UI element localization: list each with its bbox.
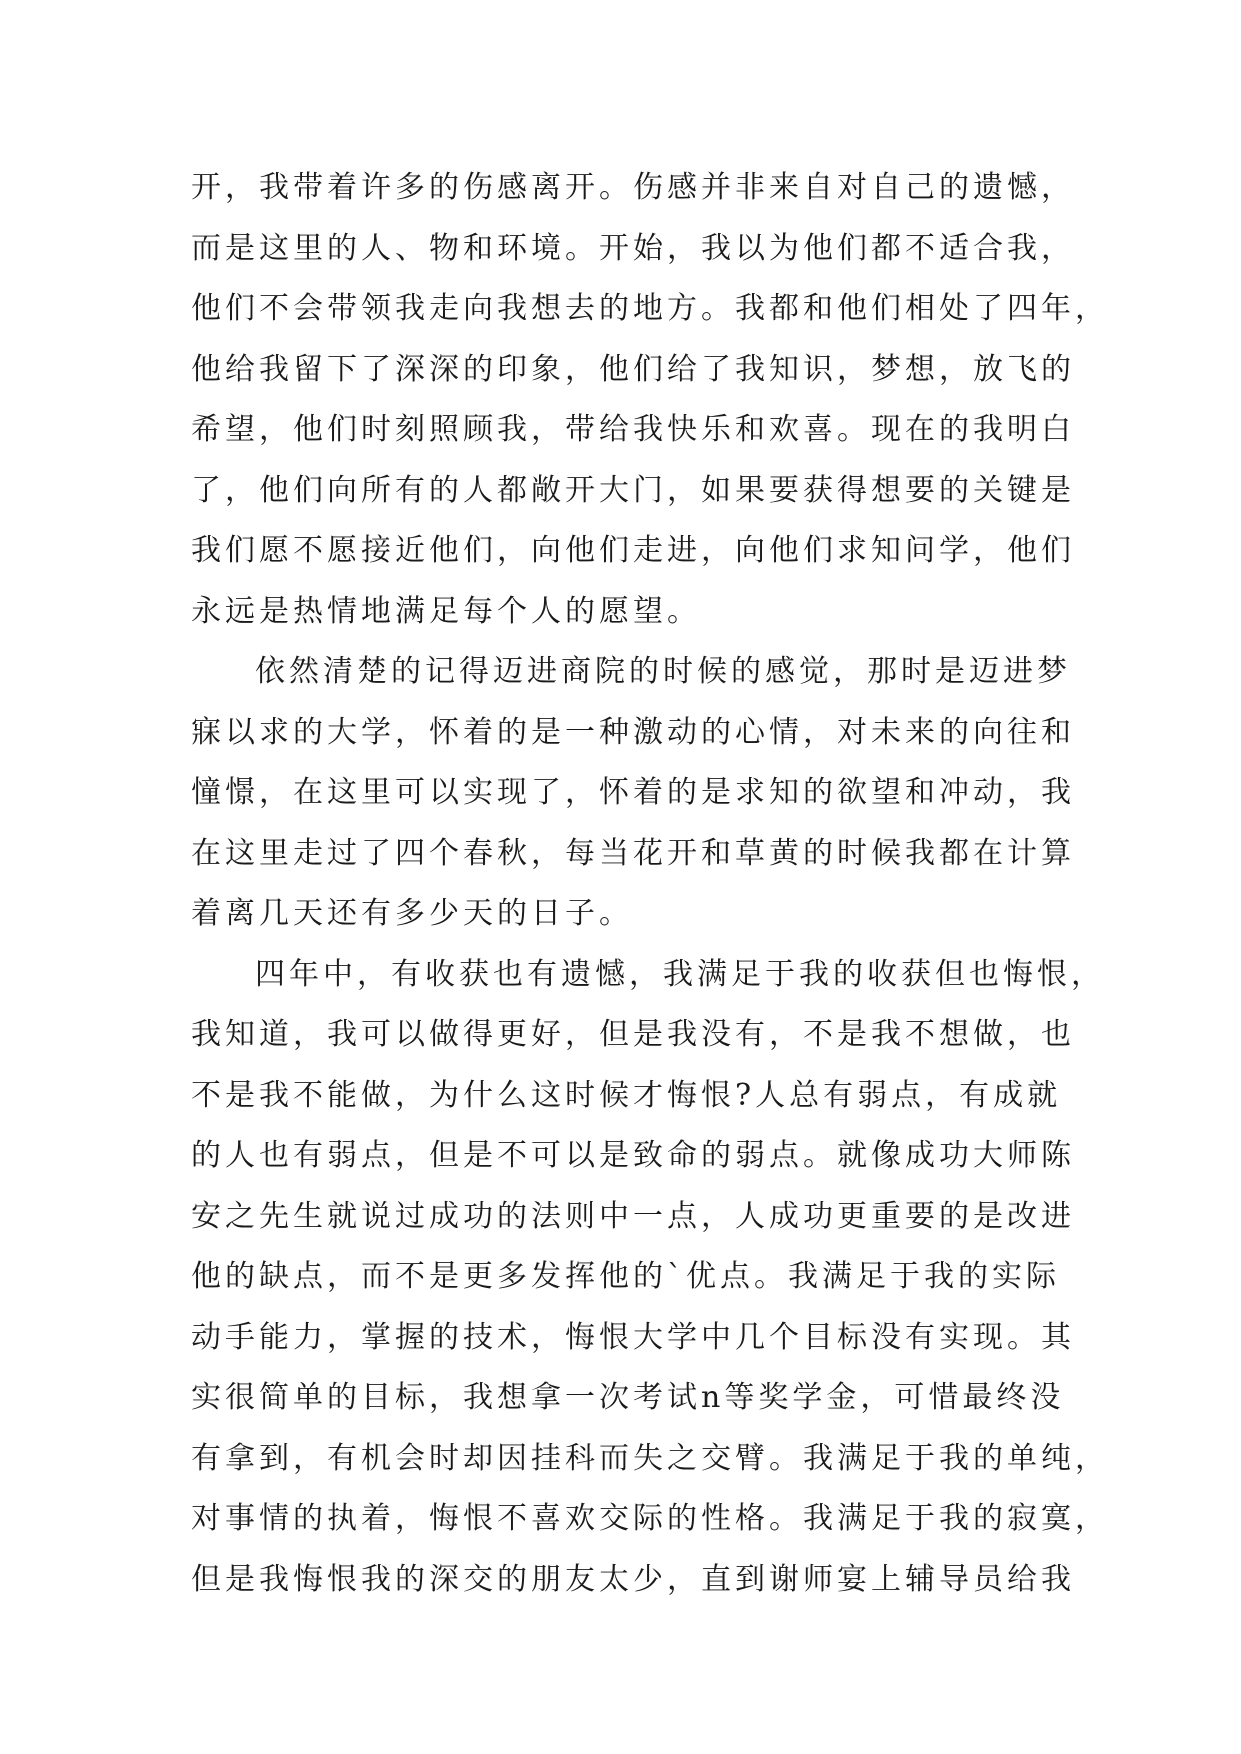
text-line: 但是我悔恨我的深交的朋友太少，直到谢师宴上辅导员给我: [191, 1561, 1075, 1597]
text-line: 我们愿不愿接近他们，向他们走进，向他们求知问学，他们: [191, 533, 1075, 568]
text-line: 着离几天还有多少天的日子。: [191, 896, 633, 931]
text-line: 憧憬，在这里可以实现了，怀着的是求知的欲望和冲动，我: [191, 775, 1075, 810]
text-line: 对事情的执着，悔恨不喜欢交际的性格。我满足于我的寂寞，: [191, 1501, 1109, 1536]
text-line: 动手能力，掌握的技术，悔恨大学中几个目标没有实现。其: [191, 1319, 1075, 1355]
paragraph: [191, 945, 1109, 1611]
text-line: 四年中，有收获也有遗憾，我满足于我的收获但也悔恨，: [255, 956, 1105, 992]
text-line: 寐以求的大学，怀着的是一种激动的心情，对未来的向往和: [191, 714, 1075, 750]
text-line: 依然清楚的记得迈进商院的时候的感觉，那时是迈进梦: [255, 654, 1071, 689]
text-line: 安之先生就说过成功的法则中一点，人成功更重要的是改进: [191, 1198, 1075, 1234]
text-line: 的人也有弱点，但是不可以是致命的弱点。就像成功大师陈: [191, 1138, 1075, 1173]
text-line: 他给我留下了深深的印象，他们给了我知识，梦想，放飞的: [191, 351, 1075, 387]
text-line: 他的缺点，而不是更多发挥他的`优点。我满足于我的实际: [191, 1259, 1060, 1294]
text-line: 我知道，我可以做得更好，但是我没有，不是我不想做，也: [191, 1017, 1075, 1052]
text-line: 实很简单的目标，我想拿一次考试n等奖学金，可惜最终没: [191, 1380, 1065, 1415]
paragraph: [191, 642, 1075, 945]
text-line: 希望，他们时刻照顾我，带给我快乐和欢喜。现在的我明白: [191, 412, 1075, 447]
text-line: 开，我带着许多的伤感离开。伤感并非来自对自己的遗憾，: [191, 170, 1075, 205]
text-line: 了，他们向所有的人都敞开大门，如果要获得想要的关键是: [191, 472, 1075, 508]
text-line: 有拿到，有机会时却因挂科而失之交臂。我满足于我的单纯，: [191, 1440, 1109, 1476]
text-line: 不是我不能做，为什么这时候才悔恨?人总有弱点，有成就: [191, 1077, 1062, 1113]
text-line: 而是这里的人、物和环境。开始，我以为他们都不适合我，: [191, 230, 1075, 266]
text-line: 永远是热情地满足每个人的愿望。: [191, 593, 701, 629]
text-line: 他们不会带领我走向我想去的地方。我都和他们相处了四年，: [191, 291, 1109, 326]
paragraph: [191, 158, 1109, 642]
text-line: 在这里走过了四个春秋，每当花开和草黄的时候我都在计算: [191, 835, 1075, 871]
document-body: [191, 158, 1109, 1610]
